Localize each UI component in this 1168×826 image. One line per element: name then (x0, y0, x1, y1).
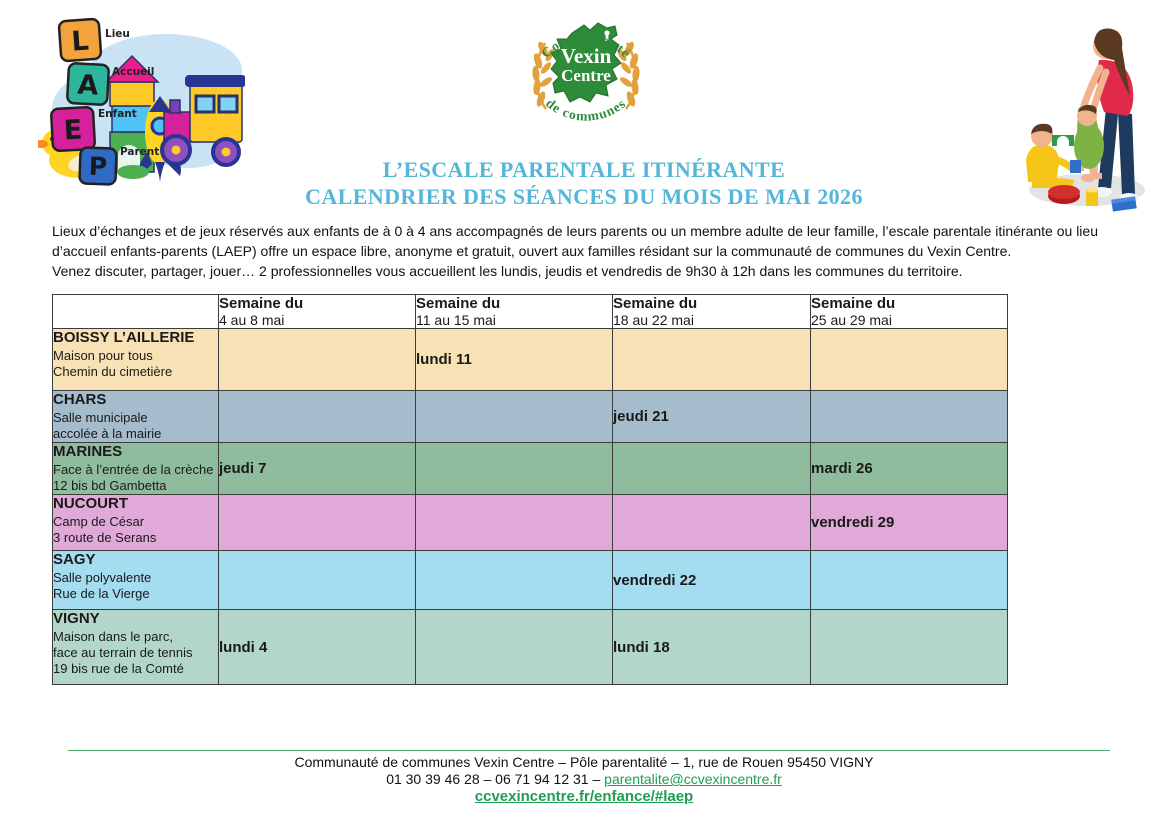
calendar (52, 294, 1008, 685)
commune-name: CHARS (53, 391, 107, 408)
intro-line-1: Lieux d’échanges et de jeux réservés aux enfants de à 0 à 4 ans accompagnés de leurs parents ou un membre adulte de leur famille, l’escale parentale itinérante ou lieu (52, 223, 1098, 239)
vexin-name-line1: Vexin (560, 44, 612, 68)
week-header-2 (416, 295, 613, 329)
commune-cell (53, 610, 219, 685)
calendar-row-marines (53, 443, 1008, 495)
week-date: 25 au 29 mai (811, 312, 892, 328)
session-cell (416, 610, 613, 685)
session-cell: jeudi 7 (219, 443, 416, 495)
commune-cell (53, 391, 219, 443)
week-date: 18 au 22 mai (613, 312, 694, 328)
address-line: Maison dans le parc, (53, 629, 173, 644)
laep-logo (38, 12, 245, 188)
session-cell: lundi 11 (416, 329, 613, 391)
calendar-row-vigny (53, 610, 1008, 685)
vexin-arc-bottom: de communes (543, 95, 629, 124)
week-header-4 (811, 295, 1008, 329)
session-cell (613, 495, 811, 551)
session-cell (811, 391, 1008, 443)
title-line-2: CALENDRIER DES SÉANCES DU MOIS DE MAI 2026 (305, 184, 863, 209)
page-title (250, 156, 918, 210)
address-line: accolée à la mairie (53, 426, 162, 441)
session-cell: lundi 4 (219, 610, 416, 685)
session-cell (811, 551, 1008, 610)
session-cell (219, 495, 416, 551)
week-header-3 (613, 295, 811, 329)
calendar-row-sagy (53, 551, 1008, 610)
week-header-1 (219, 295, 416, 329)
address-line: Salle municipale (53, 410, 148, 425)
week-date: 4 au 8 mai (219, 312, 285, 328)
session-cell (811, 610, 1008, 685)
vexin-centre-logo (510, 5, 662, 137)
commune-name: SAGY (53, 551, 96, 568)
laep-word-enfant: Enfant (98, 108, 137, 120)
address-line: 19 bis rue de la Comté (53, 661, 184, 676)
commune-name: VIGNY (53, 610, 100, 627)
vexin-name-line2: Centre (561, 66, 611, 85)
calendar-corner-cell (53, 295, 219, 329)
footer-website-link[interactable]: ccvexincentre.fr/enfance/#laep (474, 788, 694, 805)
session-cell (416, 495, 613, 551)
laep-blocks-icon (38, 12, 245, 188)
commune-name: NUCOURT (53, 495, 128, 512)
vexin-centre-icon (510, 5, 662, 137)
calendar-row-chars (53, 391, 1008, 443)
address-line: Camp de César (53, 514, 145, 529)
session-cell (416, 551, 613, 610)
commune-cell (53, 495, 219, 551)
address-line: Rue de la Vierge (53, 586, 150, 601)
title-line-1: L’ESCALE PARENTALE ITINÉRANTE (382, 157, 786, 182)
week-label: Semaine du (811, 295, 896, 312)
week-label: Semaine du (613, 295, 698, 312)
commune-cell (53, 551, 219, 610)
commune-name: BOISSY L’AILLERIE (53, 329, 195, 346)
session-cell (613, 329, 811, 391)
footer-divider (68, 750, 1110, 751)
laep-word-parent: Parent (120, 146, 160, 158)
session-cell (416, 443, 613, 495)
footer-website-line (0, 788, 1168, 805)
week-label: Semaine du (416, 295, 501, 312)
session-cell (613, 443, 811, 495)
session-cell (219, 551, 416, 610)
session-cell: vendredi 22 (613, 551, 811, 610)
intro-line-3: Venez discuter, partager, jouer… 2 professionnelles vous accueillent les lundis, jeudis et vendredis de 9h30 à 12h dans les communes du territoire. (52, 263, 963, 279)
address-line: 12 bis bd Gambetta (53, 478, 167, 493)
calendar-table (52, 294, 1008, 685)
family-illustration (1002, 8, 1165, 225)
session-cell: lundi 18 (613, 610, 811, 685)
commune-cell (53, 443, 219, 495)
week-label: Semaine du (219, 295, 304, 312)
calendar-header-row (53, 295, 1008, 329)
session-cell: mardi 26 (811, 443, 1008, 495)
address-line: Chemin du cimetière (53, 364, 173, 379)
family-playing-icon (1002, 8, 1165, 225)
footer-email-link[interactable]: parentalite@ccvexincentre.fr (604, 771, 782, 787)
session-cell: jeudi 21 (613, 391, 811, 443)
laep-letter-e: E (63, 114, 84, 147)
address-line: Face à l’entrée de la crèche (53, 462, 214, 477)
address-line: 3 route de Serans (53, 530, 157, 545)
session-cell (219, 329, 416, 391)
footer-address-line: Communauté de communes Vexin Centre – Pôle parentalité – 1, rue de Rouen 95450 VIGNY (294, 754, 874, 770)
address-line: Maison pour tous (53, 348, 153, 363)
calendar-row-boissy (53, 329, 1008, 391)
address-line: Salle polyvalente (53, 570, 152, 585)
session-cell: vendredi 29 (811, 495, 1008, 551)
laep-letter-p: P (88, 151, 108, 182)
laep-letter-l: L (70, 25, 90, 58)
session-cell (219, 391, 416, 443)
footer-contact-line (0, 771, 1168, 788)
vexin-arc-top: Communauté (538, 29, 634, 61)
address-line: face au terrain de tennis (53, 645, 193, 660)
intro-paragraph (52, 221, 1124, 281)
laep-word-accueil: Accueil (112, 66, 155, 78)
calendar-row-nucourt (53, 495, 1008, 551)
commune-cell (53, 329, 219, 391)
laep-letter-a: A (76, 69, 100, 102)
session-cell (416, 391, 613, 443)
week-date: 11 au 15 mai (416, 312, 496, 328)
footer (0, 754, 1168, 805)
laep-word-lieu: Lieu (105, 28, 130, 40)
footer-phones: 01 30 39 46 28 – 06 71 94 12 31 – (386, 771, 605, 787)
session-cell (811, 329, 1008, 391)
intro-line-2: d’accueil enfants-parents (LAEP) offre un espace libre, anonyme et gratuit, ouvert aux familles résidant sur la communauté de communes du Vexin Centre. (52, 243, 1012, 259)
commune-name: MARINES (53, 443, 123, 460)
